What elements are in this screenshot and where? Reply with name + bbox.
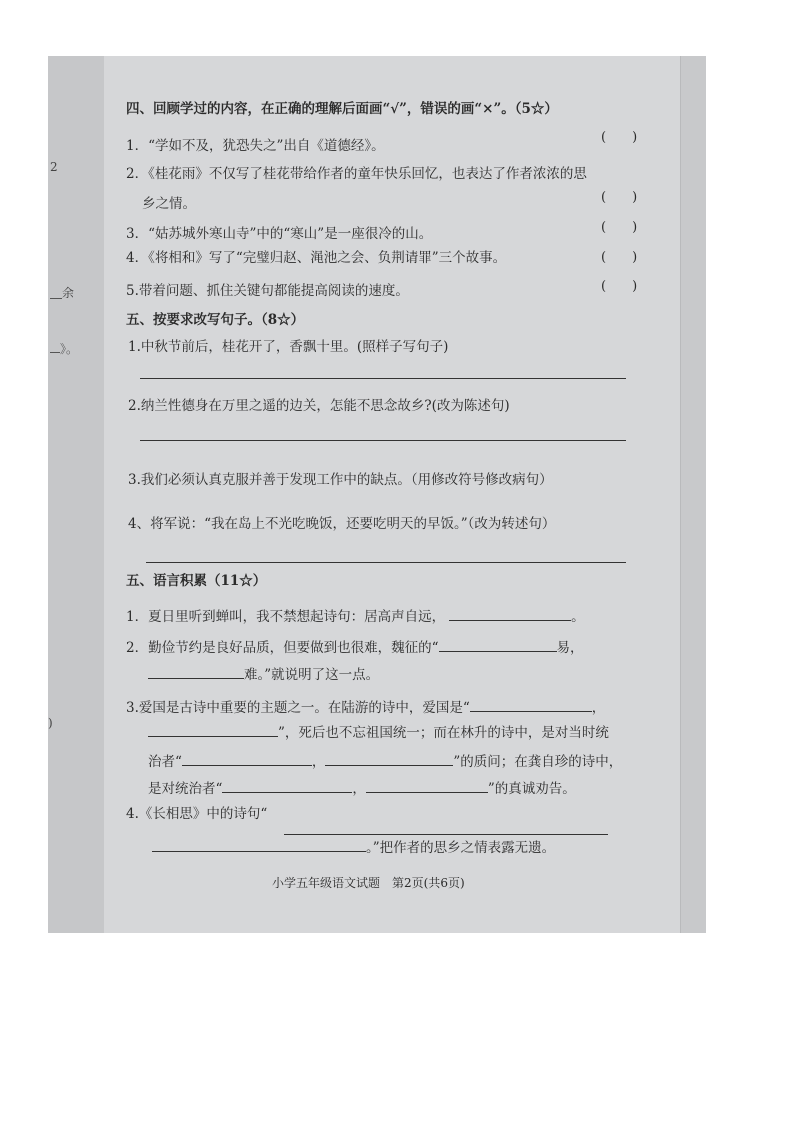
q3-blank-5[interactable] [222, 780, 352, 793]
accumulation-q3 [126, 699, 605, 716]
q3-blank-6[interactable] [366, 780, 488, 793]
answer-line-1[interactable] [140, 378, 626, 379]
section-4-item-4: 4．《将相和》写了“完璧归赵、渑池之会、负荆请罪”三个故事。 [126, 250, 507, 266]
accumulation-q2 [126, 639, 584, 656]
page-footer: 小学五年级语文试题 第2页(共6页) [272, 876, 465, 890]
q3-end: ”的真诚劝告。 [487, 781, 576, 797]
margin-fragment: 2 [50, 160, 58, 174]
q2-mid: 易， [556, 640, 584, 656]
answer-paren-5[interactable]: ( ) [601, 279, 638, 294]
accumulation-q3-line3 [148, 753, 622, 770]
q2-blank-2[interactable] [148, 666, 244, 679]
right-adjacent-page [680, 56, 706, 933]
section-4-title: 四、回顾学过的内容，在正确的理解后面画“√”，错误的画“×”。（5☆） [126, 101, 558, 117]
q3-text-2: ”，死后也不忘祖国统一；而在林升的诗中，是对当时统 [278, 725, 609, 741]
q3-blank-4[interactable] [325, 753, 453, 766]
q3-sep: ， [591, 700, 606, 716]
q3-blank-3[interactable] [182, 753, 312, 766]
q3-text-3: 治者“ [148, 754, 182, 770]
q4-blank-2[interactable] [152, 839, 366, 852]
q1-text: 1．夏日里听到蝉叫，我不禁想起诗句：居高声自远， [126, 609, 446, 625]
margin-fragment: 余 [62, 286, 75, 300]
section-4-item-1: 1．“学如不及，犹恐失之”出自《道德经》。 [126, 138, 385, 154]
q3-sep-3: ， [352, 781, 366, 797]
section-4-item-2: 2．《桂花雨》不仅写了桂花带给作者的童年快乐回忆，也表达了作者浓浓的思 [126, 166, 587, 182]
accumulation-q4 [126, 808, 267, 822]
q3-blank-1[interactable] [470, 699, 592, 712]
answer-line-2[interactable] [140, 440, 626, 441]
answer-paren-1[interactable]: ( ) [601, 130, 638, 145]
section-4-item-3: 3．“姑苏城外寒山寺”中的“寒山”是一座很冷的山。 [126, 226, 433, 242]
rewrite-question-3: 3.我们必须认真克服并善于发现工作中的缺点。（用修改符号修改病句） [128, 472, 553, 488]
margin-blank [50, 298, 62, 299]
q1-blank[interactable] [449, 608, 571, 621]
rewrite-question-4: 4、将军说：“我在岛上不光吃晚饭，还要吃明天的早饭。”（改为转述句） [128, 516, 556, 532]
q4-blank-1[interactable] [284, 834, 608, 835]
left-adjacent-page [48, 56, 104, 933]
q4-end: 。”把作者的思乡之情表露无遗。 [366, 840, 556, 856]
section-5b-title: 五、语言积累（11☆） [126, 573, 267, 589]
q3-text-4: ”的质问；在龚自珍的诗中， [453, 754, 623, 770]
q3-blank-2[interactable] [148, 724, 278, 737]
q4-text: 4.《长相思》中的诗句“ [126, 806, 268, 822]
q2-end: 难。”就说明了这一点。 [244, 667, 380, 683]
q3-sep-2: ， [311, 754, 326, 770]
margin-fragment: ) [48, 716, 53, 730]
q2-text: 2．勤俭节约是良好品质，但要做到也很难，魏征的“ [126, 640, 439, 656]
q3-text-5: 是对统治者“ [148, 781, 223, 797]
answer-line-4[interactable] [146, 562, 626, 563]
answer-paren-4[interactable]: ( ) [601, 250, 638, 265]
section-4-item-5: 5.带着问题、抓住关键句都能提高阅读的速度。 [126, 283, 409, 299]
q3-text: 3.爱国是古诗中重要的主题之一。在陆游的诗中，爱国是“ [126, 700, 470, 716]
accumulation-q3-line4 [148, 780, 576, 797]
accumulation-q2-cont [148, 666, 379, 683]
margin-blank [50, 352, 60, 353]
rewrite-question-2: 2.纳兰性德身在万里之遥的边关，怎能不思念故乡?(改为陈述句) [128, 398, 510, 414]
accumulation-q3-line2 [148, 724, 609, 741]
q2-blank-1[interactable] [439, 639, 557, 652]
accumulation-q4-cont [152, 839, 555, 856]
accumulation-q1 [126, 608, 585, 625]
section-4-item-2-cont: 乡之情。 [142, 196, 196, 212]
answer-paren-2[interactable]: ( ) [601, 190, 638, 205]
answer-paren-3[interactable]: ( ) [601, 220, 638, 235]
q1-end: 。 [571, 609, 585, 625]
photographed-page [48, 56, 706, 933]
margin-fragment: 》。 [60, 342, 79, 356]
section-5a-title: 五、按要求改写句子。（8☆） [126, 312, 305, 328]
exam-sheet [104, 56, 680, 933]
rewrite-question-1: 1.中秋节前后，桂花开了，香飘十里。(照样子写句子) [128, 339, 449, 355]
